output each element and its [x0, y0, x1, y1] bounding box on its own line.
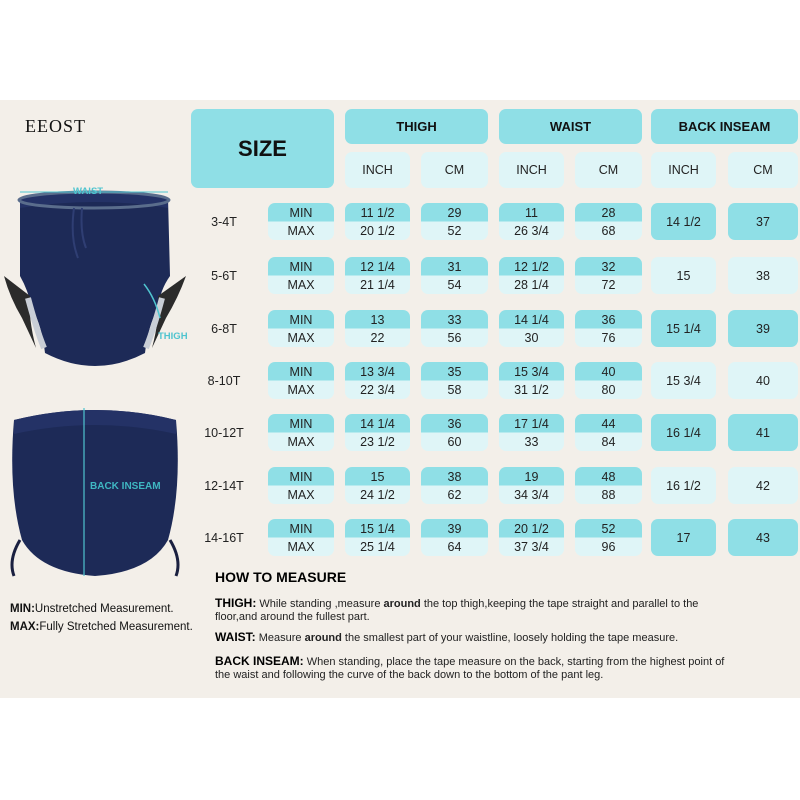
min-max-cell	[268, 362, 334, 399]
waist-cm-cell	[575, 203, 642, 240]
inseam-inch-cell: 16 1/4	[651, 414, 716, 451]
min-value: MIN	[289, 416, 313, 431]
thigh-inch-max-value: 20 1/2	[360, 223, 395, 238]
waist-inch-min-value: 17 1/4	[514, 416, 549, 431]
inseam-cm-cell: 37	[728, 203, 798, 240]
back-garment-image	[0, 400, 190, 585]
thigh-cm-max-value: 64	[447, 539, 462, 554]
waist-cm-cell	[575, 257, 642, 294]
thigh-inch-min-value: 15	[370, 469, 385, 484]
size-cell: 12-14T	[204, 478, 244, 493]
size-cell: 6-8T	[211, 321, 237, 336]
min-max-cell	[268, 310, 334, 347]
thigh-cm-cell	[421, 310, 488, 347]
thigh-inch-max-value: 24 1/2	[360, 487, 395, 502]
thigh-inch-min-value: 14 1/4	[360, 416, 395, 431]
waist-inch-min-value: 19	[524, 469, 539, 484]
max-value: MAX	[287, 382, 315, 397]
back-inseam-header: BACK INSEAM	[651, 109, 798, 144]
waist-inch-max-value: 26 3/4	[514, 223, 549, 238]
waist-cm-max-value: 96	[601, 539, 616, 554]
inseam-cm-cell: 43	[728, 519, 798, 556]
waist-cm-header: CM	[575, 152, 642, 188]
waist-cm-max-value: 68	[601, 223, 616, 238]
inseam-inch-cell: 16 1/2	[651, 467, 716, 504]
thigh-cm-max-value: 52	[447, 223, 462, 238]
waist-header: WAIST	[499, 109, 642, 144]
size-cell: 5-6T	[211, 268, 237, 283]
howto-thigh	[215, 597, 735, 624]
waist-inch-cell	[499, 467, 564, 504]
thigh-inch-min-value: 11 1/2	[360, 205, 395, 220]
howto-title: HOW TO MEASURE	[215, 569, 347, 585]
howto-thigh-post: the top thigh,keeping the tape straight and parallel to the floor,and around the fullest part.	[215, 598, 699, 623]
thigh-inch-max-value: 25 1/4	[360, 539, 395, 554]
howto-thigh-pre: While standing ,measure	[256, 598, 384, 610]
thigh-cm-min-value: 33	[447, 312, 462, 327]
howto-thigh-label: THIGH:	[215, 596, 257, 610]
inseam-cm-cell: 39	[728, 310, 798, 347]
waist-cm-min-value: 48	[601, 469, 616, 484]
thigh-inch-cell	[345, 362, 410, 399]
inseam-cm-cell: 40	[728, 362, 798, 399]
waist-inch-cell	[499, 257, 564, 294]
legend-min-key: MIN:	[10, 603, 35, 615]
legend-max-text: Fully Stretched Measurement.	[39, 621, 193, 633]
min-max-cell	[268, 467, 334, 504]
waist-inch-max-value: 33	[524, 434, 539, 449]
waist-cm-max-value: 88	[601, 487, 616, 502]
thigh-cm-cell	[421, 203, 488, 240]
inseam-inch-cell: 14 1/2	[651, 203, 716, 240]
thigh-inch-cell	[345, 467, 410, 504]
howto-thigh-bold: around	[383, 598, 421, 610]
thigh-cm-header: CM	[421, 152, 488, 188]
waist-cm-max-value: 80	[601, 382, 616, 397]
legend-max	[10, 621, 193, 633]
waist-inch-cell	[499, 362, 564, 399]
waist-inch-cell	[499, 414, 564, 451]
thigh-cm-max-value: 56	[447, 330, 462, 345]
max-value: MAX	[287, 487, 315, 502]
thigh-inch-max-value: 22	[370, 330, 385, 345]
min-value: MIN	[289, 364, 313, 379]
thigh-inch-cell	[345, 257, 410, 294]
max-value: MAX	[287, 539, 315, 554]
inseam-cm-cell: 42	[728, 467, 798, 504]
thigh-inch-min-value: 13 3/4	[360, 364, 395, 379]
thigh-cm-cell	[421, 362, 488, 399]
thigh-cm-cell	[421, 257, 488, 294]
size-cell: 3-4T	[211, 214, 237, 229]
waist-inch-cell	[499, 519, 564, 556]
waist-cm-max-value: 84	[601, 434, 616, 449]
howto-waist-label: WAIST:	[215, 630, 256, 644]
waist-cm-min-value: 28	[601, 205, 616, 220]
max-value: MAX	[287, 223, 315, 238]
waist-cm-max-value: 72	[601, 277, 616, 292]
min-max-cell	[268, 203, 334, 240]
waist-inch-cell	[499, 203, 564, 240]
thigh-inch-header: INCH	[345, 152, 410, 188]
inseam-inch-cell: 15 3/4	[651, 362, 716, 399]
waist-cm-cell	[575, 519, 642, 556]
inseam-inch-cell: 15	[651, 257, 716, 294]
size-cell: 8-10T	[207, 373, 241, 388]
thigh-cm-min-value: 35	[447, 364, 462, 379]
thigh-cm-max-value: 60	[447, 434, 462, 449]
waist-cm-cell	[575, 467, 642, 504]
thigh-cm-max-value: 62	[447, 487, 462, 502]
waist-inch-max-value: 31 1/2	[514, 382, 549, 397]
inseam-cm-header: CM	[728, 152, 798, 188]
inseam-cm-cell: 41	[728, 414, 798, 451]
inseam-inch-cell: 15 1/4	[651, 310, 716, 347]
min-value: MIN	[289, 521, 313, 536]
thigh-inch-max-value: 21 1/4	[360, 277, 395, 292]
thigh-cm-cell	[421, 467, 488, 504]
min-max-cell	[268, 414, 334, 451]
waist-inch-min-value: 12 1/2	[514, 259, 549, 274]
thigh-cm-max-value: 58	[447, 382, 462, 397]
thigh-cm-min-value: 31	[447, 259, 462, 274]
thigh-inch-min-value: 13	[370, 312, 385, 327]
inseam-cm-cell: 38	[728, 257, 798, 294]
waist-inch-min-value: 15 3/4	[514, 364, 549, 379]
waist-inch-cell	[499, 310, 564, 347]
waist-inch-max-value: 34 3/4	[514, 487, 549, 502]
waist-cm-cell	[575, 362, 642, 399]
size-header: SIZE	[191, 109, 334, 188]
inseam-inch-header: INCH	[651, 152, 716, 188]
howto-waist	[215, 631, 735, 645]
thigh-inch-cell	[345, 203, 410, 240]
thigh-inch-min-value: 15 1/4	[360, 521, 395, 536]
max-value: MAX	[287, 277, 315, 292]
waist-inch-min-value: 14 1/4	[514, 312, 549, 327]
waist-cm-cell	[575, 310, 642, 347]
waist-cm-min-value: 52	[601, 521, 616, 536]
min-value: MIN	[289, 312, 313, 327]
waist-inch-max-value: 37 3/4	[514, 539, 549, 554]
max-value: MAX	[287, 434, 315, 449]
thigh-cm-cell	[421, 414, 488, 451]
waist-inch-min-value: 20 1/2	[514, 521, 549, 536]
legend-min	[10, 603, 174, 615]
waist-cm-min-value: 44	[601, 416, 616, 431]
waist-cm-max-value: 76	[601, 330, 616, 345]
howto-waist-bold: around	[304, 632, 342, 644]
thigh-inch-min-value: 12 1/4	[360, 259, 395, 274]
min-max-cell	[268, 519, 334, 556]
waist-cm-min-value: 40	[601, 364, 616, 379]
thigh-cm-max-value: 54	[447, 277, 462, 292]
brand-logo: EEOST	[25, 116, 86, 136]
legend-max-key: MAX:	[10, 621, 40, 633]
max-value: MAX	[287, 330, 315, 345]
thigh-inch-cell	[345, 310, 410, 347]
waist-inch-max-value: 28 1/4	[514, 277, 549, 292]
thigh-inch-max-value: 23 1/2	[360, 434, 395, 449]
min-max-cell	[268, 257, 334, 294]
thigh-cm-min-value: 29	[447, 205, 462, 220]
waist-cm-cell	[575, 414, 642, 451]
waist-cm-min-value: 36	[601, 312, 616, 327]
howto-inseam-label: BACK INSEAM:	[215, 654, 304, 668]
back-inseam-label: BACK INSEAM	[90, 481, 161, 492]
waist-inch-min-value: 11	[525, 205, 538, 220]
waist-label: WAIST	[73, 186, 104, 197]
thigh-inch-cell	[345, 519, 410, 556]
size-cell: 14-16T	[204, 530, 244, 545]
inseam-inch-cell: 17	[651, 519, 716, 556]
howto-inseam	[215, 655, 735, 682]
waist-inch-header: INCH	[499, 152, 564, 188]
thigh-inch-max-value: 22 3/4	[360, 382, 395, 397]
thigh-cm-min-value: 38	[447, 469, 462, 484]
howto-waist-post: the smallest part of your waistline, loosely holding the tape measure.	[341, 632, 679, 644]
min-value: MIN	[289, 259, 313, 274]
waist-inch-max-value: 30	[524, 330, 539, 345]
thigh-cm-min-value: 36	[447, 416, 462, 431]
min-value: MIN	[289, 469, 313, 484]
front-garment-image	[0, 178, 190, 388]
min-value: MIN	[289, 205, 313, 220]
legend-min-text: Unstretched Measurement.	[34, 603, 174, 615]
waist-cm-min-value: 32	[601, 259, 616, 274]
thigh-cm-min-value: 39	[447, 521, 462, 536]
howto-inseam-text: When standing, place the tape measure on the back, starting from the highest point of the waist and following the curve of the back down to the bottom of the pant leg.	[215, 656, 725, 681]
thigh-label: THIGH	[158, 331, 188, 342]
howto-waist-pre: Measure	[255, 632, 305, 644]
size-cell: 10-12T	[204, 425, 244, 440]
thigh-header: THIGH	[345, 109, 488, 144]
thigh-inch-cell	[345, 414, 410, 451]
thigh-cm-cell	[421, 519, 488, 556]
